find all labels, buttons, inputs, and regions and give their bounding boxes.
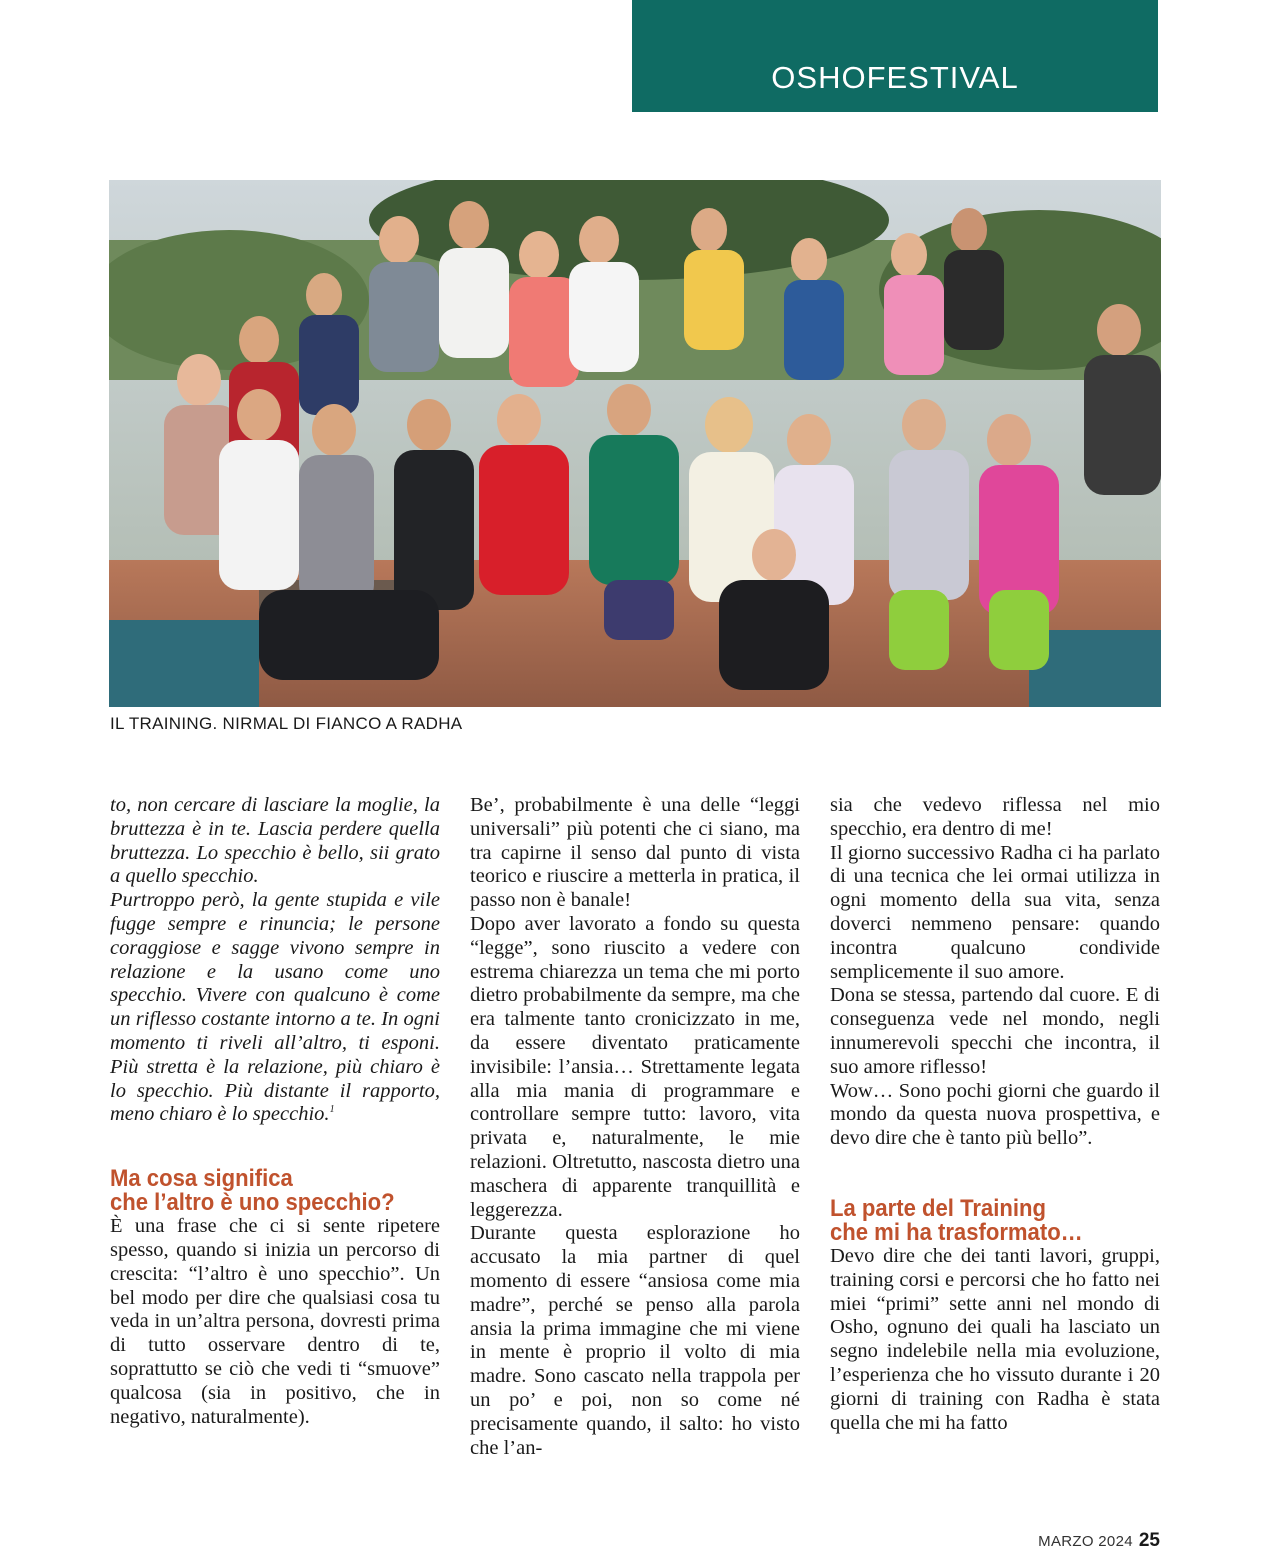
body-paragraph: Be’, probabilmente è una delle “leggi universali” più potenti che ci siano, ma tra capirne il senso dal punto di vista teorico e riuscire a metterla in pratica, il passo non è banale!: [470, 794, 800, 912]
quote-paragraph: [110, 889, 440, 1127]
article-column-1: [110, 794, 440, 1429]
group-photo-illustration: [109, 180, 1161, 707]
photo-caption: IL TRAINING. NIRMAL DI FIANCO A RADHA: [110, 714, 463, 733]
subheading-line: La parte del Training: [830, 1194, 1046, 1222]
body-paragraph: Devo dire che dei tanti lavori, gruppi, training corsi e percorsi che ho fatto nei miei “primi” sette anni nel mondo di Osho, ognuno dei quali ha lasciato un segno indelebile nella mia evoluzione, l’esperienza che ho vissuto durante i 20 giorni di training con Radha è stata quella che mi ha fatto: [830, 1244, 1160, 1434]
footnote-marker: 1: [329, 1104, 335, 1116]
body-paragraph: Durante questa esplorazione ho accusato la mia partner di quel momento di essere “ansiosa come mia madre”, perché se penso alla parola ansia la prima immagine che mi viene in mente è proprio il volto di mia madre. Sono cascato nella trappola per un po’ e poi, non so come né precisamente quando, il salto: ho visto che l’an-: [470, 1222, 800, 1459]
article-column-3: [830, 794, 1160, 1435]
subheading-line: che mi ha trasformato…: [830, 1218, 1083, 1246]
subheading: [830, 1194, 1134, 1246]
quote-paragraph: to, non cercare di lasciare la moglie, la bruttezza è in te. Lascia perdere quella bruttezza. Lo specchio è bello, sii grato a quello specchio.: [110, 794, 440, 888]
page-footer: [1038, 1530, 1160, 1552]
group-photo: [109, 180, 1161, 707]
section-title: OSHOFESTIVAL: [771, 60, 1019, 95]
page-number: 25: [1138, 1530, 1160, 1551]
article-column-2: [470, 794, 800, 1460]
body-paragraph: Dopo aver lavorato a fondo su questa “legge”, sono riuscito a vedere con estrema chiarezza un tema che mi porto dietro probabilmente da sempre, ma che era talmente tanto cronicizzato in me, da essere diventato praticamente invisibile: l’ansia… Strettamente legata alla mia mania di programmare e controllare sempre tutto: lavoro, vita privata e, naturalmente, le mie relazioni. Oltretutto, nascosta dietro una maschera di apparente tranquillità e leggerezza.: [470, 912, 800, 1221]
subheading-line: Ma cosa significa: [110, 1165, 293, 1193]
body-paragraph: Il giorno successivo Radha ci ha parlato di una tecnica che lei ormai utilizza in ogni momento della sua vita, senza doverci nemmeno pensare: quando incontra qualcuno condivide semplicemente il suo amore.: [830, 841, 1160, 983]
subheading-line: che l’altro è uno specchio?: [110, 1189, 395, 1217]
body-paragraph: Wow… Sono pochi giorni che guardo il mondo da questa nuova prospettiva, e devo dire che è tanto più bello”.: [830, 1079, 1160, 1150]
quote-text: Purtroppo però, la gente stupida e vile fugge sempre e rinuncia; le persone coraggiose e sagge vivono sempre in relazione e la usano come uno specchio. Vivere con qualcuno è come un riflesso costante intorno a te. In ogni momento ti riveli all’altro, ti esponi. Più stretta è la relazione, più chiaro è lo specchio. Più distante il rapporto, meno chiaro è lo specchio.: [110, 889, 440, 1126]
section-header-band: [632, 0, 1158, 112]
body-paragraph: Dona se stessa, partendo dal cuore. E di conseguenza vede nel mondo, negli innumerevoli specchi che incontra, il suo amore riflesso!: [830, 984, 1160, 1078]
body-paragraph: sia che vedevo riflessa nel mio specchio, era dentro di me!: [830, 794, 1160, 840]
issue-date: MARZO 2024: [1038, 1533, 1133, 1550]
subheading: [110, 1167, 414, 1215]
body-paragraph: È una frase che ci si sente ripetere spesso, quando si inizia un percorso di crescita: “l’altro è uno specchio”. Un bel modo per dire che qualsiasi cosa tu veda in un’altra persona, dovresti prima di tutto osservare dentro di te, soprattutto se ciò che vedi ti “smuove” qualcosa (sia in positivo, che in negativo, naturalmente).: [110, 1215, 440, 1428]
